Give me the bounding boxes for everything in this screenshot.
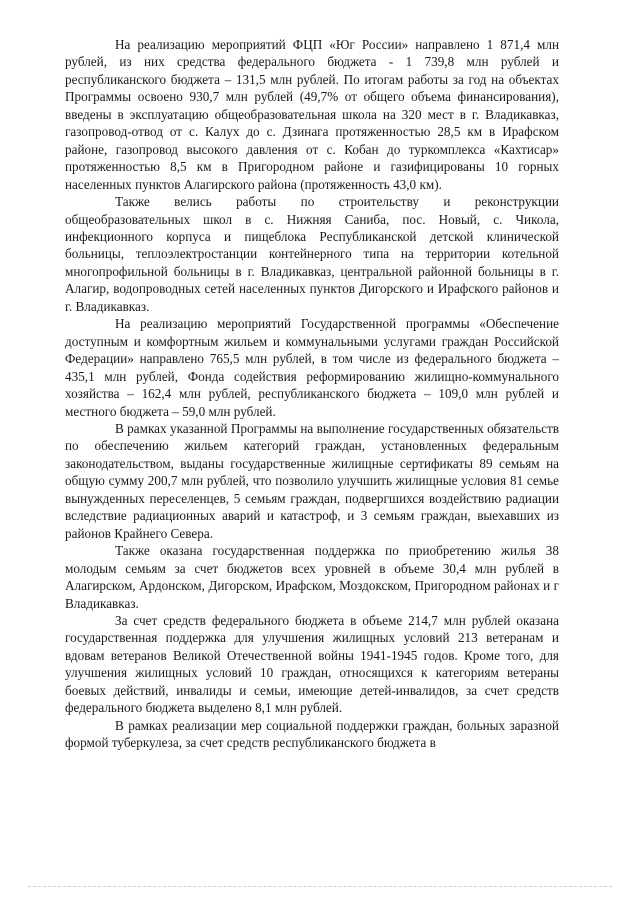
paragraph-yug-rossii-program: На реализацию мероприятий ФЦП «Юг России» направлено 1 871,4 млн рублей, из них средства федерального бюджета - 1 739,8 млн рублей и республиканского бюджета – 131,5 млн рублей. По итогам работы за год на объектах Программы освоено 930,7 млн рублей (49,7% от общего объема финансирования), введены в эксплуатацию общеобразовательная школа на 320 мест в г. Владикавказ, газопровод-отвод от с. Калух до с. Дзинага протяженностью 28,5 км в Ирафском районе, газопровод высокого давления от с. Кобан до туркомплекса «Кахтисар» протяженностью 8,5 км в Пригородном районе и газифицированы 10 горных населенных пунктов Алагирского района (протяженность 43,0 км). [65,37,559,192]
paragraph-housing-certificates: В рамках указанной Программы на выполнение государственных обязательств по обеспечению жильем категорий граждан, установленных федеральным законодательством, выданы государственные жилищные сертификаты 89 семьям на общую сумму 200,7 млн рублей, что позволило улучшить жилищные условия 81 семье вынужденных переселенцев, 5 семьям граждан, подвергшихся воздействию радиации вследствие радиационных аварий и катастроф, и 3 семьям граждан, выехавших из районов Крайнего Севера. [65,420,559,541]
document-body [65,36,559,752]
paragraph-tuberculosis-support: В рамках реализации мер социальной поддержки граждан, больных заразной формой туберкулеза, за счет средств республиканского бюджета в [65,717,559,751]
paragraph-young-families-support: Также оказана государственная поддержка по приобретению жилья 38 молодым семьям за счет бюджетов всех уровней в объеме 30,4 млн рублей в Алагирском, Ардонском, Дигорском, Ирафском, Моздокском, Пригородном районах и г Владикавказ. [65,543,559,611]
paragraph-housing-program-funding: На реализацию мероприятий Государственной программы «Обеспечение доступным и комфортным жильем и коммунальными услугами граждан Российской Федерации» направлено 765,5 млн рублей, в том числе из федерального бюджета – 435,1 млн рублей, Фонда содействия реформированию жилищно-коммунального хозяйства – 162,4 млн рублей, республиканского бюджета – 109,0 млн рублей и местного бюджета – 59,0 млн рублей. [65,316,559,419]
paragraph-veterans-housing: За счет средств федерального бюджета в объеме 214,7 млн рублей оказана государственная поддержка для улучшения жилищных условий 213 ветеранам и вдовам ветеранов Великой Отечественной войны 1941-1945 годов. Кроме того, для улучшения жилищных условий 10 граждан, относящихся к категориям ветераны боевых действий, инвалиды и семьи, имеющие детей-инвалидов, за счет средств федерального бюджета выделено 8,1 млн рублей. [65,612,559,716]
bottom-divider [28,886,612,887]
paragraph-construction-works: Также велись работы по строительству и реконструкции общеобразовательных школ в с. Нижняя Саниба, пос. Новый, с. Чикола, инфекционного корпуса и пищеблока Республиканской детской клинической больницы, теплоэлектростанции контейнерного типа на территории котельной многопрофильной больницы в г. Владикавказ, центральной районной больницы в г. Алагир, водопроводных сетей населенных пунктов Дигорского и Ирафского районов и г. Владикавказ. [65,194,559,314]
